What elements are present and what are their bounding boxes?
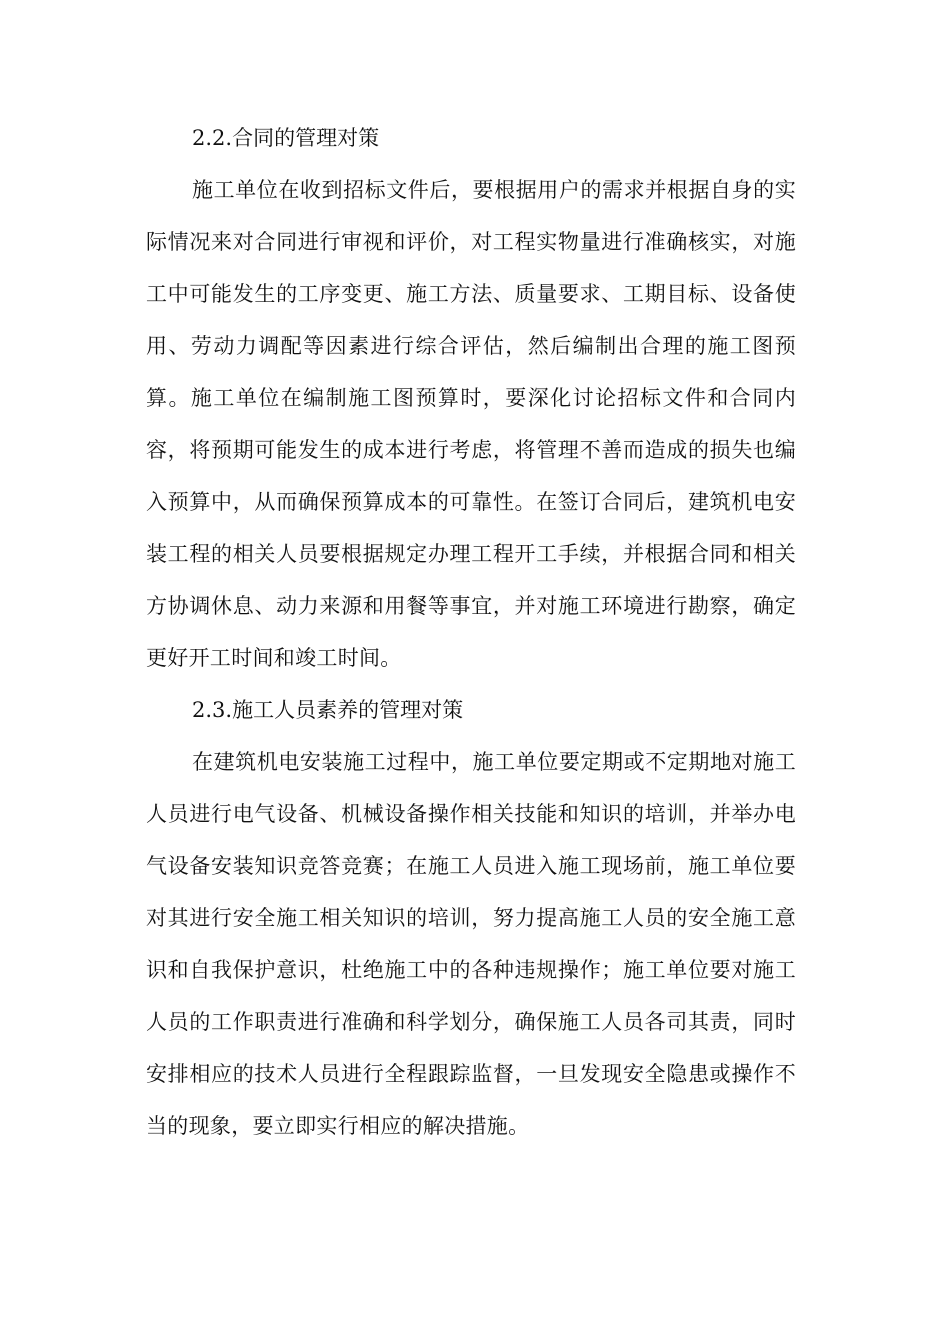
section-paragraph: 施工单位在收到招标文件后，要根据用户的需求并根据自身的实际情况来对合同进行审视和评价，对工程实物量进行准确核实，对施工中可能发生的工序变更、施工方法、质量要求、工期目标、设备使用、劳动力调配等因素进行综合评估，然后编制出合理的施工图预算。施工单位在编制施工图预算时，要深化讨论招标文件和合同内容，将预期可能发生的成本进行考虑，将管理不善而造成的损失也编入预算中，从而确保预算成本的可靠性。在签订合同后，建筑机电安装工程的相关人员要根据规定办理工程开工手续，并根据合同和相关方协调休息、动力来源和用餐等事宜，并对施工环境进行勘察，确定更好开工时间和竣工时间。 [146,178,796,670]
section-heading: 2.3.施工人员素养的管理对策 [192,698,464,722]
document-page [146,112,796,1152]
section-contract-management [146,112,796,684]
section-paragraph: 在建筑机电安装施工过程中，施工单位要定期或不定期地对施工人员进行电气设备、机械设备操作相关技能和知识的培训，并举办电气设备安装知识竞答竞赛；在施工人员进入施工现场前，施工单位要对其进行安全施工相关知识的培训，努力提高施工人员的安全施工意识和自我保护意识，杜绝施工中的各种违规操作；施工单位要对施工人员的工作职责进行准确和科学划分，确保施工人员各司其责，同时安排相应的技术人员进行全程跟踪监督，一旦发现安全隐患或操作不当的现象，要立即实行相应的解决措施。 [146,750,796,1138]
section-staff-quality-management [146,684,796,1152]
section-heading: 2.2.合同的管理对策 [192,126,380,150]
